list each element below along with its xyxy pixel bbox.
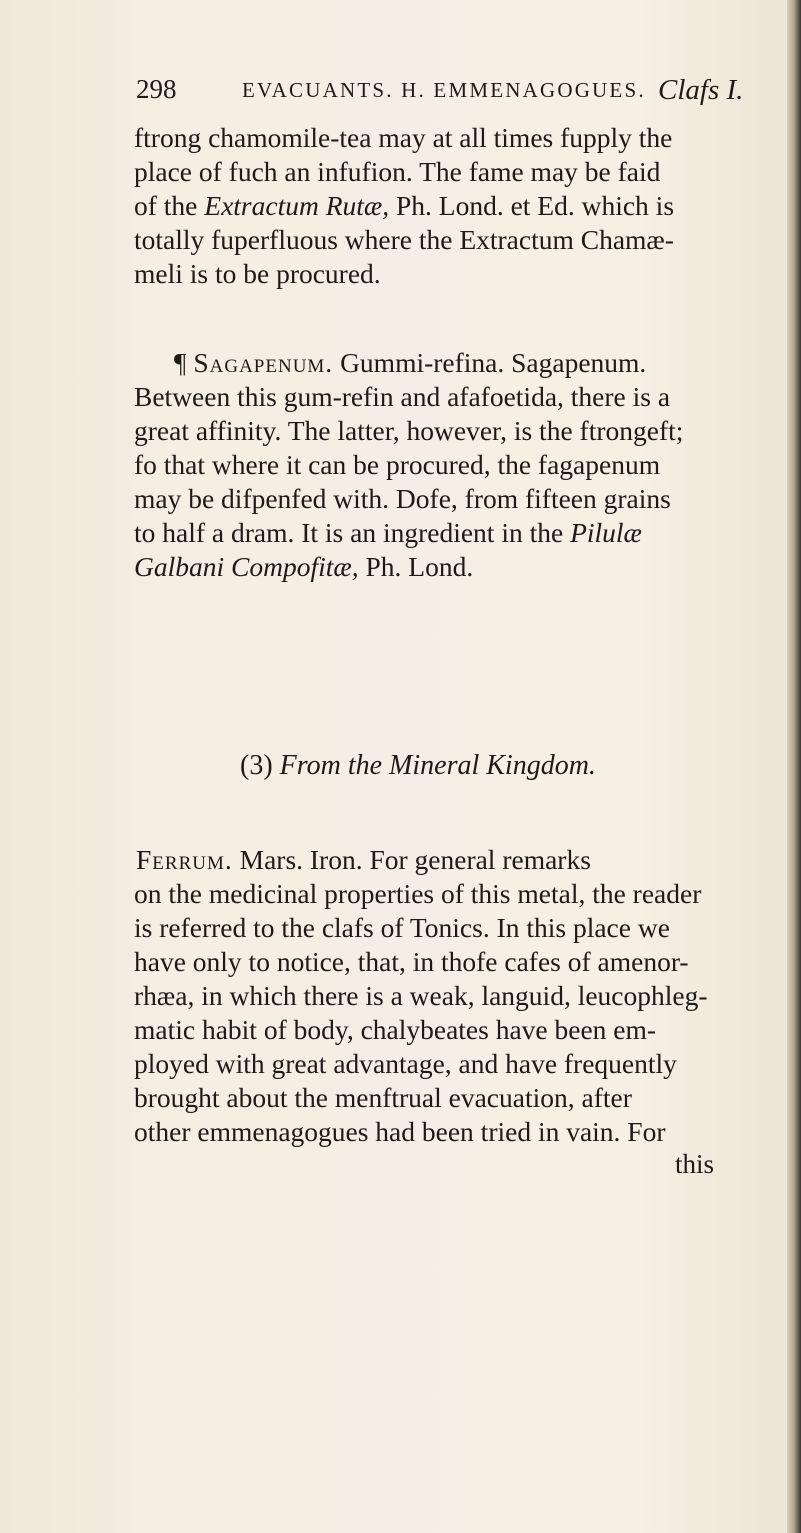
page-number: 298 — [136, 74, 177, 104]
pilcrow-icon: ¶ — [174, 347, 187, 378]
paragraph3-line-3: is referred to the clafs of Tonics. In this place we — [134, 912, 670, 943]
paragraph2-line-3: great affinity. The latter, however, is the ftrongeft; — [134, 415, 684, 446]
paragraph2-line-1: ¶ Sagapenum. Gummi-refina. Sagapenum. — [174, 347, 647, 378]
page-edge — [787, 0, 801, 1533]
paragraph3-line-1: Ferrum. Mars. Iron. For general remarks — [136, 844, 591, 875]
lead-word: Sagapenum. — [193, 347, 334, 378]
catchword: this — [675, 1149, 715, 1179]
paragraph2-line-6: to half a dram. It is an ingredient in the Pilulæ — [134, 517, 642, 548]
paragraph1-line-5: meli is to be procured. — [134, 258, 381, 289]
paragraph3-line-2: on the medicinal properties of this metal, the reader — [134, 878, 702, 909]
paragraph1-line-3: of the Extractum Rutæ, Ph. Lond. et Ed. which is — [134, 190, 675, 221]
running-header — [136, 70, 756, 110]
paragraph3-line-9: other emmenagogues had been tried in vain. For — [134, 1116, 666, 1147]
paragraph3-line-7: ployed with great advantage, and have frequently — [134, 1048, 677, 1079]
paragraph3-line-4: have only to notice, that, in thofe cafes of amenor- — [134, 946, 689, 977]
paragraph3-line-8: brought about the menftrual evacuation, after — [134, 1082, 632, 1113]
italic-title: Extractum Rutæ, — [204, 190, 390, 221]
lead-word: Ferrum. — [136, 844, 233, 875]
paragraph2-line-4: fo that where it can be procured, the fagapenum — [134, 449, 661, 480]
paragraph2-line-5: may be difpenfed with. Dofe, from fifteen grains — [134, 483, 671, 514]
paragraph1-line-2: place of fuch an infufion. The fame may be faid — [134, 156, 661, 187]
section-heading — [240, 750, 596, 782]
paragraph3-line-6: matic habit of body, chalybeates have been em- — [134, 1014, 657, 1045]
paragraph3-line-5: rhæa, in which there is a weak, languid, leucophleg- — [134, 980, 708, 1011]
class-mark: Clafs I. — [658, 74, 744, 106]
paragraph2-line-7: Galbani Compofitæ, Ph. Lond. — [134, 551, 474, 582]
paragraph2-line-2: Between this gum-refin and afafoetida, there is a — [134, 381, 671, 412]
section-title: From the Mineral Kingdom. — [279, 750, 596, 781]
paragraph1-line-4: totally fuperfluous where the Extractum Chamæ- — [134, 224, 674, 255]
paragraph1-line-1: ftrong chamomile-tea may at all times fupply the — [134, 122, 673, 153]
running-title: EVACUANTS. H. EMMENAGOGUES. — [242, 78, 646, 102]
section-number: (3) — [240, 750, 273, 781]
